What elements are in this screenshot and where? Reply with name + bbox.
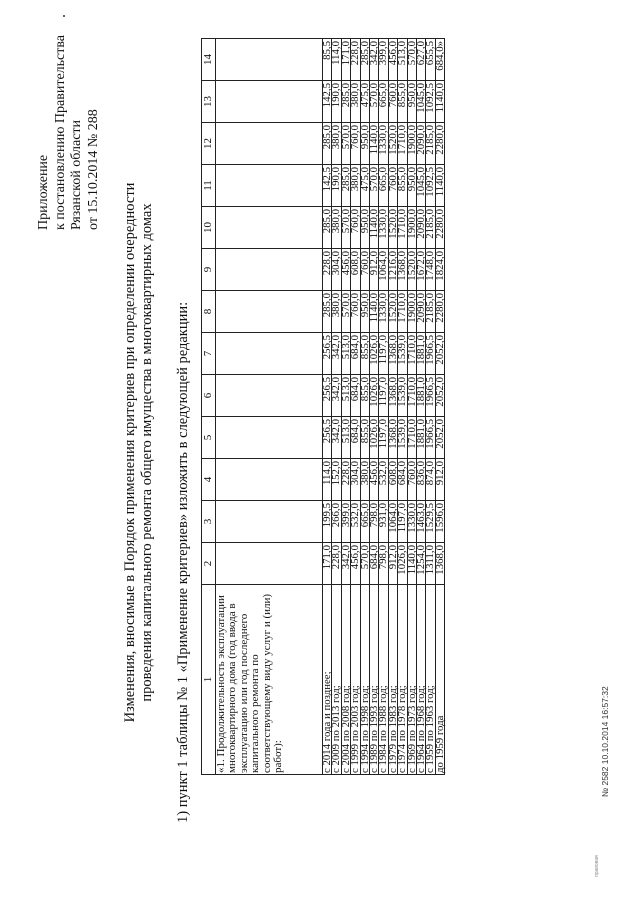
table-cell: 570,0 (370, 81, 379, 123)
table-cell: 570,0 (407, 39, 416, 81)
table-cell: 665,0 (360, 501, 369, 543)
table-cell: 1197,0 (379, 375, 388, 417)
table-cell: 1368,0 (398, 249, 407, 291)
table-cell: 1254,0 (417, 543, 426, 585)
table-cell: 2090,0 (417, 207, 426, 249)
appendix-line: Приложение (36, 154, 51, 230)
empty-cell (216, 417, 323, 459)
table-cell: 1710,0 (398, 291, 407, 333)
table-cell: 304,0 (332, 249, 341, 291)
table-cell: 950,0 (360, 207, 369, 249)
table-cell: 1520,0 (388, 123, 397, 165)
table-cell: 1311,0 (426, 543, 435, 585)
table-cell: 912,0 (370, 249, 379, 291)
table-cell: 142,5 (323, 81, 332, 123)
table-cell: 855,0 (360, 333, 369, 375)
table-cell: 684,0 (351, 375, 360, 417)
table-cell: 1900,0 (407, 207, 416, 249)
table-cell: 456,0 (341, 249, 350, 291)
table-cell: 1140,0 (370, 123, 379, 165)
empty-cell (216, 123, 323, 165)
appendix-line: от 15.10.2014 № 288 (85, 109, 101, 230)
table-cell: 1330,0 (379, 291, 388, 333)
row-label: с 1959 по 1963 год; (426, 585, 435, 775)
speck-mark (63, 15, 65, 17)
table-cell: 152,0 (332, 459, 341, 501)
table-cell: 627,0 (417, 39, 426, 81)
table-cell: 950,0 (360, 291, 369, 333)
table-cell: 684,0 (370, 543, 379, 585)
table-cell: 1748,0 (426, 249, 435, 291)
table-cell: 266,0 (332, 501, 341, 543)
table-cell: 456,0 (351, 543, 360, 585)
table-cell: 760,0 (351, 291, 360, 333)
table-cell: 665,0 (379, 81, 388, 123)
table-cell: 2185,0 (426, 207, 435, 249)
table-cell: 1710,0 (398, 207, 407, 249)
table-cell: 760,0 (351, 207, 360, 249)
empty-cell (216, 459, 323, 501)
table-cell: 2090,0 (417, 291, 426, 333)
table-cell: 2052,0 (435, 333, 444, 375)
table-cell: 1064,0 (379, 249, 388, 291)
table-cell: 1045,0 (417, 81, 426, 123)
column-number: 8 (202, 291, 216, 333)
column-number: 3 (202, 501, 216, 543)
empty-cell (216, 501, 323, 543)
column-number: 11 (202, 165, 216, 207)
table-cell: 1596,0 (435, 501, 444, 543)
table-cell: 655,5 (426, 39, 435, 81)
table-cell: 380,0 (332, 123, 341, 165)
table-cell: 256,5 (323, 333, 332, 375)
table-cell: 114,0 (323, 459, 332, 501)
table-cell: 1197,0 (379, 333, 388, 375)
row-label: с 1999 по 2003 год; (351, 585, 360, 775)
table-cell: 2280,0 (435, 291, 444, 333)
table-description-row (216, 39, 323, 775)
table-cell: 1966,5 (426, 333, 435, 375)
table-cell: 798,0 (370, 501, 379, 543)
table-cell: 1197,0 (398, 501, 407, 543)
table-cell: 380,0 (351, 81, 360, 123)
column-number: 9 (202, 249, 216, 291)
table-cell: 228,0 (351, 39, 360, 81)
table-cell: 285,0 (323, 291, 332, 333)
row-label: до 1959 года (435, 585, 444, 775)
table-cell: 285,0 (323, 207, 332, 249)
table-cell: 1672,0 (417, 249, 426, 291)
table-cell: 142,5 (323, 165, 332, 207)
column-number: 6 (202, 375, 216, 417)
table-cell: 950,0 (407, 81, 416, 123)
empty-cell (216, 333, 323, 375)
table-cell: 1026,0 (398, 543, 407, 585)
row-label: с 1969 по 1973 год; (407, 585, 416, 775)
table-cell: 1710,0 (398, 123, 407, 165)
row-label: с 1979 по 1983 год; (388, 585, 397, 775)
empty-cell (216, 375, 323, 417)
criterion-description: «1. Продолжительность эксплуатации многоквартирного дома (год ввода в эксплуатацию или год последнего капитального ремонта по соответствующему виду услуг и (или) работ): (216, 585, 323, 775)
table-cell: 1539,0 (398, 333, 407, 375)
table-cell: 1026,0 (370, 375, 379, 417)
table-cell: 1881,0 (417, 375, 426, 417)
table-cell: 380,0 (332, 291, 341, 333)
column-number: 1 (202, 585, 216, 775)
table-cell: 1824,0 (435, 249, 444, 291)
table-cell: 760,0 (388, 165, 397, 207)
table-cell: 475,0 (360, 165, 369, 207)
empty-cell (216, 165, 323, 207)
table-cell: 874,0 (426, 459, 435, 501)
table-cell: 171,0 (341, 39, 350, 81)
table-cell: 1330,0 (407, 501, 416, 543)
row-label: с 1974 по 1978 год; (398, 585, 407, 775)
table-cell: 931,0 (379, 501, 388, 543)
column-number: 10 (202, 207, 216, 249)
appendix-line: к постановлению Правительства (52, 34, 68, 230)
column-number: 13 (202, 81, 216, 123)
table-cell: 1710,0 (407, 375, 416, 417)
table-cell: 228,0 (323, 249, 332, 291)
registry-stamp-label: правовая (594, 855, 600, 877)
table-cell: 1140,0 (435, 165, 444, 207)
table-cell: 285,0 (323, 123, 332, 165)
table-cell: 1026,0 (370, 333, 379, 375)
appendix-line: Рязанской области (69, 119, 84, 230)
table-cell: 665,0 (379, 165, 388, 207)
table-cell: 228,0 (332, 543, 341, 585)
table-cell: 399,0 (341, 501, 350, 543)
table-cell: 1539,0 (398, 375, 407, 417)
table-cell: 855,0 (360, 375, 369, 417)
table-cell: 285,0 (360, 39, 369, 81)
table-cell: 608,0 (351, 249, 360, 291)
table-cell: 912,0 (435, 459, 444, 501)
table-cell: 950,0 (407, 165, 416, 207)
empty-cell (216, 543, 323, 585)
table-cell: 532,0 (351, 501, 360, 543)
table-cell: 608,0 (388, 459, 397, 501)
table-cell: 1520,0 (388, 291, 397, 333)
table-cell: 570,0 (370, 165, 379, 207)
table-cell: 342,0 (370, 39, 379, 81)
row-label: с 1984 по 1988 год; (379, 585, 388, 775)
table-cell: 1197,0 (379, 417, 388, 459)
table-cell: 1092,5 (426, 165, 435, 207)
table-cell: 190,0 (332, 165, 341, 207)
table-cell: 1045,0 (417, 165, 426, 207)
table-cell: 513,0 (341, 333, 350, 375)
table-cell: 199,5 (323, 501, 332, 543)
table-cell: 342,0 (341, 543, 350, 585)
table-cell: 570,0 (341, 123, 350, 165)
table-cell: 1966,5 (426, 417, 435, 459)
table-cell: 570,0 (341, 291, 350, 333)
table-cell: 1539,0 (398, 417, 407, 459)
table-cell: 513,0 (341, 375, 350, 417)
empty-cell (216, 291, 323, 333)
table-cell: 380,0 (351, 165, 360, 207)
table-cell: 399,0 (379, 39, 388, 81)
table-cell: 228,0 (341, 459, 350, 501)
table-cell: 2185,0 (426, 123, 435, 165)
table-cell: 684,0 (351, 417, 360, 459)
table-cell: 85,5 (323, 39, 332, 81)
table-cell: 1900,0 (407, 291, 416, 333)
table-cell: 570,0 (360, 543, 369, 585)
registry-stamp: № 2582 10.10.2014 16:57:32 (600, 686, 610, 797)
table-cell: 836,0 (417, 459, 426, 501)
table-cell: 760,0 (360, 249, 369, 291)
table-cell: 285,0 (341, 165, 350, 207)
table-cell: 1140,0 (370, 207, 379, 249)
table-cell: 684,0» (435, 39, 444, 81)
table-cell: 2280,0 (435, 123, 444, 165)
table-cell: 1368,0 (388, 375, 397, 417)
table-cell: 1881,0 (417, 333, 426, 375)
table-cell: 342,0 (332, 375, 341, 417)
row-label: с 2004 по 2008 год; (341, 585, 350, 775)
table-cell: 570,0 (341, 207, 350, 249)
appendix-block (36, 10, 102, 230)
table-cell: 380,0 (360, 459, 369, 501)
column-number: 2 (202, 543, 216, 585)
criteria-table (201, 38, 445, 775)
table-cell: 285,0 (341, 81, 350, 123)
table-cell: 1330,0 (379, 123, 388, 165)
table-cell: 1368,0 (435, 543, 444, 585)
table-cell: 380,0 (332, 207, 341, 249)
table-cell: 1026,0 (370, 417, 379, 459)
table-cell: 256,5 (323, 375, 332, 417)
table-cell: 760,0 (407, 459, 416, 501)
title-line: Изменения, вносимые в Порядок применения критериев при определении очередности (122, 182, 138, 723)
column-number: 14 (202, 39, 216, 81)
table-cell: 513,0 (398, 39, 407, 81)
table-cell: 190,0 (332, 81, 341, 123)
table-cell: 342,0 (332, 333, 341, 375)
column-number: 4 (202, 459, 216, 501)
empty-cell (216, 81, 323, 123)
title-line: проведения капитального ремонта общего имущества в многоквартирных домах (139, 203, 155, 702)
table-cell: 1529,5 (426, 501, 435, 543)
empty-cell (216, 207, 323, 249)
table-cell: 513,0 (341, 417, 350, 459)
table-cell: 304,0 (351, 459, 360, 501)
table-cell: 1216,0 (388, 249, 397, 291)
table-cell: 1140,0 (435, 81, 444, 123)
table-cell: 2052,0 (435, 375, 444, 417)
table-cell: 1368,0 (388, 333, 397, 375)
table-cell: 1140,0 (407, 543, 416, 585)
table-cell: 456,0 (388, 39, 397, 81)
column-number: 7 (202, 333, 216, 375)
table-cell: 1463,0 (417, 501, 426, 543)
table-cell: 1368,0 (388, 417, 397, 459)
table-cell: 2280,0 (435, 207, 444, 249)
column-number: 5 (202, 417, 216, 459)
table-cell: 1064,0 (388, 501, 397, 543)
table-cell: 1966,5 (426, 375, 435, 417)
table-cell: 1330,0 (379, 207, 388, 249)
table-cell: 684,0 (351, 333, 360, 375)
table-cell: 760,0 (351, 123, 360, 165)
table-cell: 256,5 (323, 417, 332, 459)
table-cell: 1092,5 (426, 81, 435, 123)
table-cell: 342,0 (332, 417, 341, 459)
table-cell: 2185,0 (426, 291, 435, 333)
table-cell: 456,0 (370, 459, 379, 501)
table-cell: 855,0 (398, 81, 407, 123)
table-cell: 2090,0 (417, 123, 426, 165)
table-cell: 855,0 (398, 165, 407, 207)
row-label: с 2009 по 2013 год; (332, 585, 341, 775)
row-label: с 1964 по 1968 год; (417, 585, 426, 775)
table-cell: 114,0 (332, 39, 341, 81)
table-cell: 684,0 (398, 459, 407, 501)
row-label: с 2014 года и позднее; (323, 585, 332, 775)
table-cell: 1710,0 (407, 417, 416, 459)
table-cell: 1520,0 (407, 249, 416, 291)
table-cell: 2052,0 (435, 417, 444, 459)
table-cell: 1140,0 (370, 291, 379, 333)
table-cell: 950,0 (360, 123, 369, 165)
empty-cell (216, 249, 323, 291)
table-cell: 912,0 (388, 543, 397, 585)
table-cell: 171,0 (323, 543, 332, 585)
table-header-row (202, 39, 216, 775)
table-cell: 855,0 (360, 417, 369, 459)
table-cell: 1520,0 (388, 207, 397, 249)
row-label: с 1994 по 1998 год; (360, 585, 369, 775)
table-cell: 1900,0 (407, 123, 416, 165)
table-cell: 1881,0 (417, 417, 426, 459)
document-title (122, 0, 156, 905)
column-number: 12 (202, 123, 216, 165)
table-cell: 1710,0 (407, 333, 416, 375)
table-cell: 475,0 (360, 81, 369, 123)
row-label: с 1989 по 1993 год; (370, 585, 379, 775)
table-cell: 760,0 (388, 81, 397, 123)
intro-paragraph: 1) пункт 1 таблицы № 1 «Применение критериев» изложить в следующей редакции: (175, 301, 191, 823)
table-row (435, 39, 444, 775)
table-cell: 798,0 (379, 543, 388, 585)
table-cell: 532,0 (379, 459, 388, 501)
empty-cell (216, 39, 323, 81)
